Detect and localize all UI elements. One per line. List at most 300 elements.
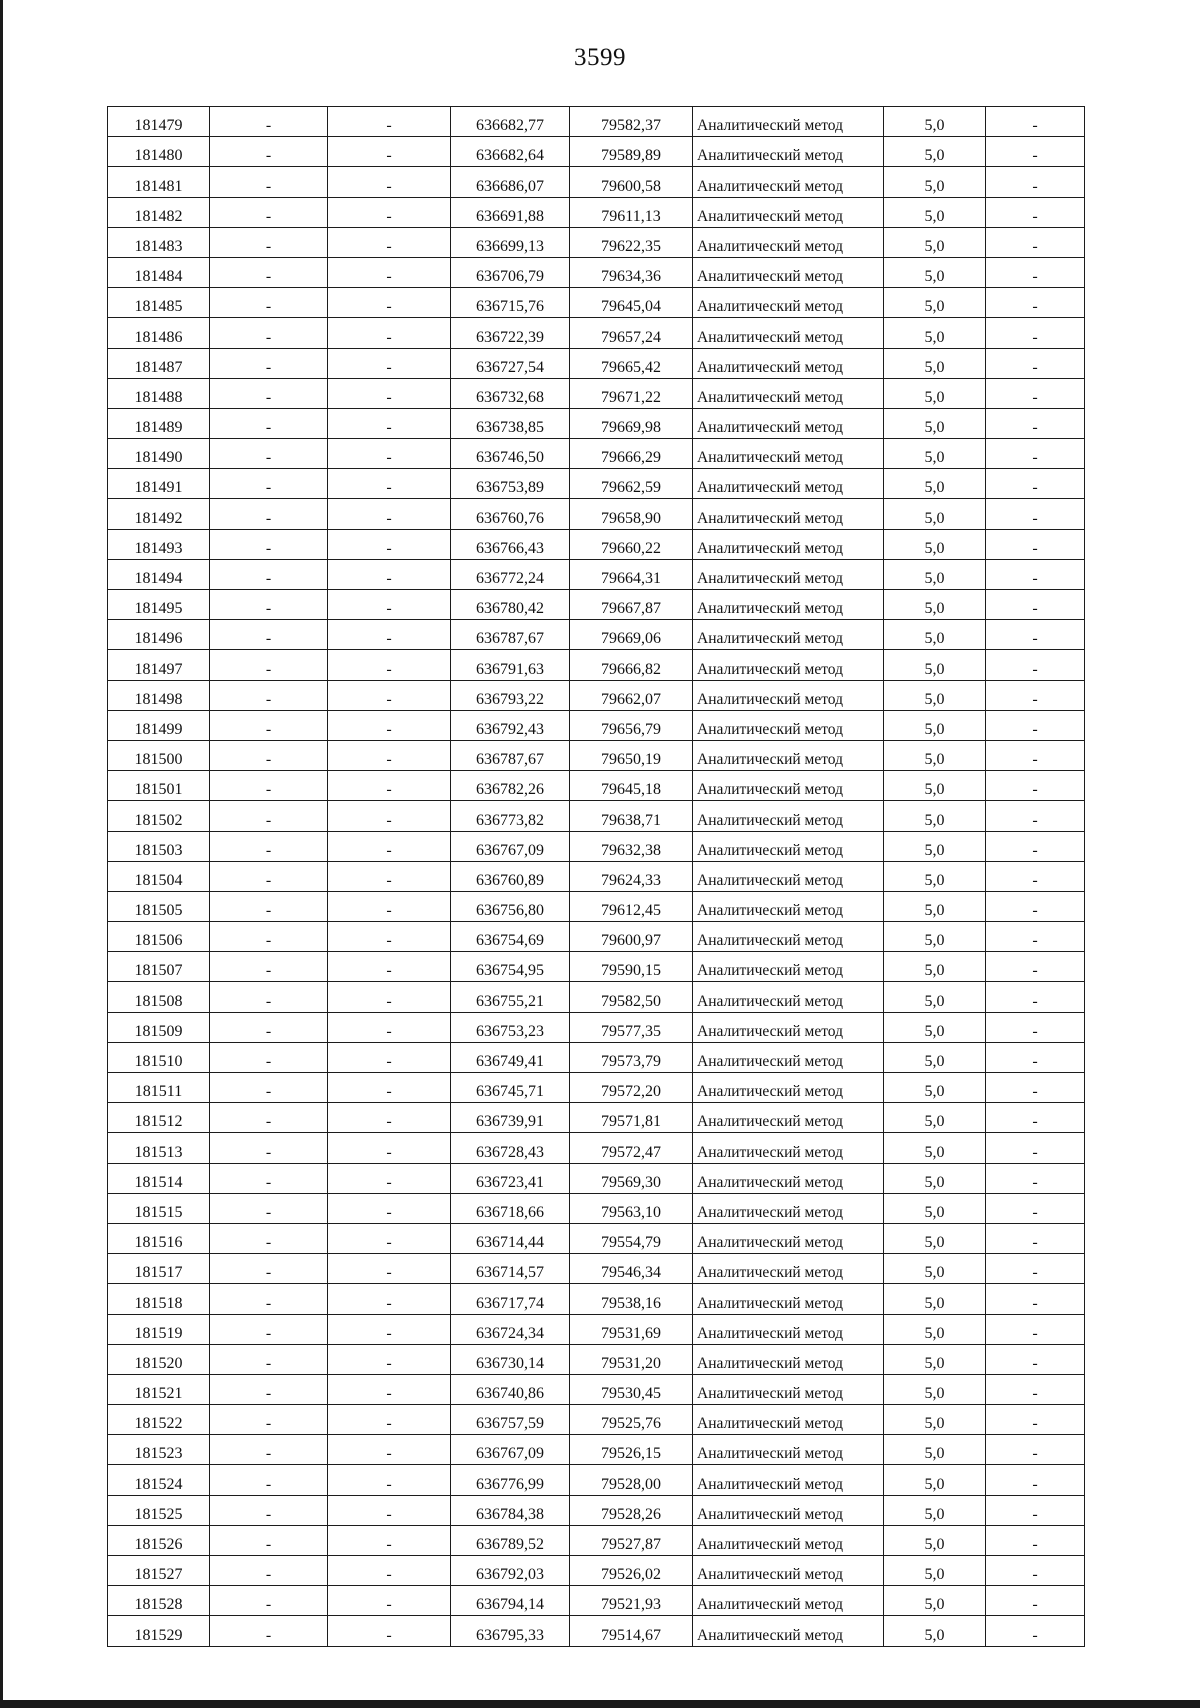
empty-col-3-cell: - xyxy=(328,1586,451,1616)
table-row xyxy=(108,1616,1085,1646)
empty-col-2-cell: - xyxy=(210,1314,328,1344)
accuracy-cell: 5,0 xyxy=(884,1284,986,1314)
coordinate-y-cell: 79664,31 xyxy=(570,559,693,589)
table-row xyxy=(108,227,1085,257)
empty-col-2-cell: - xyxy=(210,1374,328,1404)
coordinate-x-cell: 636760,76 xyxy=(451,499,570,529)
empty-col-2-cell: - xyxy=(210,590,328,620)
coordinate-x-cell: 636730,14 xyxy=(451,1344,570,1374)
point-number-cell: 181489 xyxy=(108,408,210,438)
accuracy-cell: 5,0 xyxy=(884,982,986,1012)
empty-col-2-cell: - xyxy=(210,137,328,167)
accuracy-cell: 5,0 xyxy=(884,1103,986,1133)
accuracy-cell: 5,0 xyxy=(884,1163,986,1193)
method-cell: Аналитический метод xyxy=(693,1465,884,1495)
table-row xyxy=(108,1193,1085,1223)
empty-col-3-cell: - xyxy=(328,1495,451,1525)
method-cell: Аналитический метод xyxy=(693,227,884,257)
accuracy-cell: 5,0 xyxy=(884,680,986,710)
empty-col-8-cell: - xyxy=(986,680,1085,710)
coordinate-y-cell: 79666,82 xyxy=(570,650,693,680)
point-number-cell: 181505 xyxy=(108,891,210,921)
coordinate-x-cell: 636754,95 xyxy=(451,952,570,982)
point-number-cell: 181492 xyxy=(108,499,210,529)
accuracy-cell: 5,0 xyxy=(884,318,986,348)
empty-col-3-cell: - xyxy=(328,1465,451,1495)
table-row xyxy=(108,348,1085,378)
method-cell: Аналитический метод xyxy=(693,1556,884,1586)
empty-col-2-cell: - xyxy=(210,1254,328,1284)
coordinate-x-cell: 636727,54 xyxy=(451,348,570,378)
method-cell: Аналитический метод xyxy=(693,1495,884,1525)
empty-col-2-cell: - xyxy=(210,1344,328,1374)
accuracy-cell: 5,0 xyxy=(884,922,986,952)
coordinate-x-cell: 636746,50 xyxy=(451,439,570,469)
coordinate-x-cell: 636714,57 xyxy=(451,1254,570,1284)
coordinate-y-cell: 79611,13 xyxy=(570,197,693,227)
coordinate-x-cell: 636732,68 xyxy=(451,378,570,408)
point-number-cell: 181510 xyxy=(108,1042,210,1072)
empty-col-3-cell: - xyxy=(328,348,451,378)
empty-col-2-cell: - xyxy=(210,1163,328,1193)
empty-col-8-cell: - xyxy=(986,288,1085,318)
coordinate-x-cell: 636691,88 xyxy=(451,197,570,227)
empty-col-3-cell: - xyxy=(328,1042,451,1072)
table-row xyxy=(108,1223,1085,1253)
coordinate-x-cell: 636760,89 xyxy=(451,861,570,891)
empty-col-2-cell: - xyxy=(210,227,328,257)
coordinate-y-cell: 79528,00 xyxy=(570,1465,693,1495)
empty-col-3-cell: - xyxy=(328,1525,451,1555)
table-row xyxy=(108,1254,1085,1284)
method-cell: Аналитический метод xyxy=(693,771,884,801)
point-number-cell: 181525 xyxy=(108,1495,210,1525)
table-row xyxy=(108,529,1085,559)
accuracy-cell: 5,0 xyxy=(884,288,986,318)
table-row xyxy=(108,1435,1085,1465)
empty-col-2-cell: - xyxy=(210,1133,328,1163)
empty-col-2-cell: - xyxy=(210,1586,328,1616)
accuracy-cell: 5,0 xyxy=(884,1405,986,1435)
empty-col-3-cell: - xyxy=(328,1616,451,1646)
coordinate-y-cell: 79531,20 xyxy=(570,1344,693,1374)
empty-col-8-cell: - xyxy=(986,318,1085,348)
table-row xyxy=(108,831,1085,861)
accuracy-cell: 5,0 xyxy=(884,861,986,891)
coordinate-x-cell: 636789,52 xyxy=(451,1525,570,1555)
accuracy-cell: 5,0 xyxy=(884,740,986,770)
empty-col-3-cell: - xyxy=(328,590,451,620)
coordinate-x-cell: 636754,69 xyxy=(451,922,570,952)
coordinate-x-cell: 636782,26 xyxy=(451,771,570,801)
coordinate-x-cell: 636757,59 xyxy=(451,1405,570,1435)
empty-col-2-cell: - xyxy=(210,1073,328,1103)
empty-col-8-cell: - xyxy=(986,952,1085,982)
method-cell: Аналитический метод xyxy=(693,318,884,348)
method-cell: Аналитический метод xyxy=(693,1586,884,1616)
point-number-cell: 181517 xyxy=(108,1254,210,1284)
empty-col-8-cell: - xyxy=(986,1465,1085,1495)
empty-col-2-cell: - xyxy=(210,1495,328,1525)
coordinate-y-cell: 79582,50 xyxy=(570,982,693,1012)
table-row xyxy=(108,1525,1085,1555)
accuracy-cell: 5,0 xyxy=(884,590,986,620)
point-number-cell: 181508 xyxy=(108,982,210,1012)
accuracy-cell: 5,0 xyxy=(884,197,986,227)
accuracy-cell: 5,0 xyxy=(884,137,986,167)
accuracy-cell: 5,0 xyxy=(884,831,986,861)
empty-col-8-cell: - xyxy=(986,107,1085,137)
coordinate-x-cell: 636753,89 xyxy=(451,469,570,499)
coordinate-x-cell: 636739,91 xyxy=(451,1103,570,1133)
coordinate-y-cell: 79634,36 xyxy=(570,257,693,287)
empty-col-2-cell: - xyxy=(210,801,328,831)
table-row xyxy=(108,801,1085,831)
coordinate-x-cell: 636682,64 xyxy=(451,137,570,167)
point-number-cell: 181509 xyxy=(108,1012,210,1042)
point-number-cell: 181479 xyxy=(108,107,210,137)
point-number-cell: 181511 xyxy=(108,1073,210,1103)
coordinate-y-cell: 79600,97 xyxy=(570,922,693,952)
empty-col-2-cell: - xyxy=(210,529,328,559)
point-number-cell: 181487 xyxy=(108,348,210,378)
empty-col-3-cell: - xyxy=(328,1193,451,1223)
empty-col-8-cell: - xyxy=(986,801,1085,831)
accuracy-cell: 5,0 xyxy=(884,1254,986,1284)
table-row xyxy=(108,1586,1085,1616)
point-number-cell: 181520 xyxy=(108,1344,210,1374)
table-row xyxy=(108,197,1085,227)
empty-col-2-cell: - xyxy=(210,1223,328,1253)
accuracy-cell: 5,0 xyxy=(884,1314,986,1344)
empty-col-2-cell: - xyxy=(210,952,328,982)
empty-col-2-cell: - xyxy=(210,982,328,1012)
accuracy-cell: 5,0 xyxy=(884,1525,986,1555)
empty-col-8-cell: - xyxy=(986,167,1085,197)
coordinate-x-cell: 636795,33 xyxy=(451,1616,570,1646)
point-number-cell: 181486 xyxy=(108,318,210,348)
empty-col-8-cell: - xyxy=(986,408,1085,438)
method-cell: Аналитический метод xyxy=(693,1525,884,1555)
coordinate-x-cell: 636740,86 xyxy=(451,1374,570,1404)
empty-col-2-cell: - xyxy=(210,408,328,438)
point-number-cell: 181515 xyxy=(108,1193,210,1223)
point-number-cell: 181484 xyxy=(108,257,210,287)
empty-col-2-cell: - xyxy=(210,348,328,378)
table-row xyxy=(108,559,1085,589)
point-number-cell: 181493 xyxy=(108,529,210,559)
table-row xyxy=(108,288,1085,318)
coordinate-x-cell: 636714,44 xyxy=(451,1223,570,1253)
method-cell: Аналитический метод xyxy=(693,1616,884,1646)
method-cell: Аналитический метод xyxy=(693,861,884,891)
accuracy-cell: 5,0 xyxy=(884,1465,986,1495)
table-row xyxy=(108,1405,1085,1435)
point-number-cell: 181488 xyxy=(108,378,210,408)
method-cell: Аналитический метод xyxy=(693,1103,884,1133)
coordinate-y-cell: 79660,22 xyxy=(570,529,693,559)
coordinate-x-cell: 636682,77 xyxy=(451,107,570,137)
table-row xyxy=(108,982,1085,1012)
empty-col-8-cell: - xyxy=(986,891,1085,921)
table-row xyxy=(108,1133,1085,1163)
empty-col-8-cell: - xyxy=(986,1586,1085,1616)
method-cell: Аналитический метод xyxy=(693,1223,884,1253)
coordinate-x-cell: 636767,09 xyxy=(451,831,570,861)
table-row xyxy=(108,1495,1085,1525)
method-cell: Аналитический метод xyxy=(693,1374,884,1404)
empty-col-2-cell: - xyxy=(210,1465,328,1495)
table-row xyxy=(108,590,1085,620)
table-row xyxy=(108,107,1085,137)
point-number-cell: 181526 xyxy=(108,1525,210,1555)
accuracy-cell: 5,0 xyxy=(884,1616,986,1646)
empty-col-8-cell: - xyxy=(986,1405,1085,1435)
coordinate-x-cell: 636755,21 xyxy=(451,982,570,1012)
table-row xyxy=(108,1073,1085,1103)
empty-col-2-cell: - xyxy=(210,891,328,921)
method-cell: Аналитический метод xyxy=(693,922,884,952)
coordinate-y-cell: 79650,19 xyxy=(570,740,693,770)
point-number-cell: 181502 xyxy=(108,801,210,831)
coordinate-x-cell: 636767,09 xyxy=(451,1435,570,1465)
empty-col-3-cell: - xyxy=(328,529,451,559)
coordinate-y-cell: 79582,37 xyxy=(570,107,693,137)
coordinate-y-cell: 79669,98 xyxy=(570,408,693,438)
table-row xyxy=(108,952,1085,982)
empty-col-2-cell: - xyxy=(210,1284,328,1314)
table-row xyxy=(108,620,1085,650)
empty-col-3-cell: - xyxy=(328,318,451,348)
coordinate-y-cell: 79572,47 xyxy=(570,1133,693,1163)
coordinate-y-cell: 79525,76 xyxy=(570,1405,693,1435)
table-row xyxy=(108,499,1085,529)
empty-col-3-cell: - xyxy=(328,1284,451,1314)
table-row xyxy=(108,1012,1085,1042)
coordinate-y-cell: 79514,67 xyxy=(570,1616,693,1646)
method-cell: Аналитический метод xyxy=(693,801,884,831)
point-number-cell: 181528 xyxy=(108,1586,210,1616)
method-cell: Аналитический метод xyxy=(693,1344,884,1374)
table-row xyxy=(108,137,1085,167)
empty-col-2-cell: - xyxy=(210,861,328,891)
empty-col-2-cell: - xyxy=(210,831,328,861)
empty-col-8-cell: - xyxy=(986,1223,1085,1253)
empty-col-3-cell: - xyxy=(328,740,451,770)
coordinate-y-cell: 79632,38 xyxy=(570,831,693,861)
point-number-cell: 181498 xyxy=(108,680,210,710)
empty-col-3-cell: - xyxy=(328,1254,451,1284)
coordinate-y-cell: 79665,42 xyxy=(570,348,693,378)
empty-col-3-cell: - xyxy=(328,167,451,197)
coordinate-y-cell: 79531,69 xyxy=(570,1314,693,1344)
point-number-cell: 181519 xyxy=(108,1314,210,1344)
coordinate-y-cell: 79622,35 xyxy=(570,227,693,257)
method-cell: Аналитический метод xyxy=(693,891,884,921)
empty-col-3-cell: - xyxy=(328,891,451,921)
empty-col-2-cell: - xyxy=(210,680,328,710)
accuracy-cell: 5,0 xyxy=(884,107,986,137)
coordinate-x-cell: 636787,67 xyxy=(451,740,570,770)
point-number-cell: 181512 xyxy=(108,1103,210,1133)
scan-edge-bottom xyxy=(0,1700,1200,1708)
empty-col-8-cell: - xyxy=(986,922,1085,952)
empty-col-3-cell: - xyxy=(328,559,451,589)
empty-col-3-cell: - xyxy=(328,227,451,257)
point-number-cell: 181516 xyxy=(108,1223,210,1253)
empty-col-8-cell: - xyxy=(986,650,1085,680)
coordinate-y-cell: 79577,35 xyxy=(570,1012,693,1042)
coordinate-x-cell: 636791,63 xyxy=(451,650,570,680)
point-number-cell: 181523 xyxy=(108,1435,210,1465)
accuracy-cell: 5,0 xyxy=(884,952,986,982)
empty-col-8-cell: - xyxy=(986,559,1085,589)
empty-col-3-cell: - xyxy=(328,469,451,499)
method-cell: Аналитический метод xyxy=(693,439,884,469)
method-cell: Аналитический метод xyxy=(693,348,884,378)
method-cell: Аналитический метод xyxy=(693,1435,884,1465)
empty-col-2-cell: - xyxy=(210,469,328,499)
empty-col-3-cell: - xyxy=(328,1374,451,1404)
accuracy-cell: 5,0 xyxy=(884,771,986,801)
point-number-cell: 181522 xyxy=(108,1405,210,1435)
empty-col-8-cell: - xyxy=(986,1525,1085,1555)
coordinate-y-cell: 79546,34 xyxy=(570,1254,693,1284)
empty-col-3-cell: - xyxy=(328,1344,451,1374)
method-cell: Аналитический метод xyxy=(693,620,884,650)
method-cell: Аналитический метод xyxy=(693,408,884,438)
accuracy-cell: 5,0 xyxy=(884,529,986,559)
accuracy-cell: 5,0 xyxy=(884,891,986,921)
empty-col-8-cell: - xyxy=(986,1103,1085,1133)
point-number-cell: 181507 xyxy=(108,952,210,982)
empty-col-8-cell: - xyxy=(986,620,1085,650)
empty-col-3-cell: - xyxy=(328,378,451,408)
coordinate-x-cell: 636766,43 xyxy=(451,529,570,559)
coordinate-x-cell: 636718,66 xyxy=(451,1193,570,1223)
empty-col-3-cell: - xyxy=(328,1133,451,1163)
point-number-cell: 181491 xyxy=(108,469,210,499)
empty-col-3-cell: - xyxy=(328,952,451,982)
empty-col-3-cell: - xyxy=(328,499,451,529)
accuracy-cell: 5,0 xyxy=(884,499,986,529)
point-number-cell: 181496 xyxy=(108,620,210,650)
accuracy-cell: 5,0 xyxy=(884,559,986,589)
empty-col-8-cell: - xyxy=(986,1193,1085,1223)
method-cell: Аналитический метод xyxy=(693,1073,884,1103)
empty-col-8-cell: - xyxy=(986,1042,1085,1072)
coordinate-x-cell: 636728,43 xyxy=(451,1133,570,1163)
empty-col-3-cell: - xyxy=(328,680,451,710)
method-cell: Аналитический метод xyxy=(693,1042,884,1072)
empty-col-2-cell: - xyxy=(210,1012,328,1042)
coordinate-y-cell: 79600,58 xyxy=(570,167,693,197)
accuracy-cell: 5,0 xyxy=(884,469,986,499)
empty-col-3-cell: - xyxy=(328,288,451,318)
accuracy-cell: 5,0 xyxy=(884,1374,986,1404)
point-number-cell: 181524 xyxy=(108,1465,210,1495)
table-row xyxy=(108,1344,1085,1374)
table-row xyxy=(108,439,1085,469)
method-cell: Аналитический метод xyxy=(693,831,884,861)
empty-col-2-cell: - xyxy=(210,318,328,348)
empty-col-8-cell: - xyxy=(986,137,1085,167)
empty-col-8-cell: - xyxy=(986,1284,1085,1314)
coordinates-table xyxy=(107,106,1085,1647)
empty-col-8-cell: - xyxy=(986,1254,1085,1284)
empty-col-3-cell: - xyxy=(328,1223,451,1253)
coordinate-x-cell: 636776,99 xyxy=(451,1465,570,1495)
empty-col-2-cell: - xyxy=(210,439,328,469)
empty-col-2-cell: - xyxy=(210,1556,328,1586)
coordinate-x-cell: 636773,82 xyxy=(451,801,570,831)
point-number-cell: 181494 xyxy=(108,559,210,589)
method-cell: Аналитический метод xyxy=(693,680,884,710)
empty-col-8-cell: - xyxy=(986,1073,1085,1103)
accuracy-cell: 5,0 xyxy=(884,378,986,408)
coordinate-y-cell: 79526,15 xyxy=(570,1435,693,1465)
empty-col-3-cell: - xyxy=(328,1012,451,1042)
empty-col-3-cell: - xyxy=(328,861,451,891)
accuracy-cell: 5,0 xyxy=(884,1133,986,1163)
empty-col-8-cell: - xyxy=(986,197,1085,227)
empty-col-8-cell: - xyxy=(986,831,1085,861)
method-cell: Аналитический метод xyxy=(693,137,884,167)
accuracy-cell: 5,0 xyxy=(884,257,986,287)
empty-col-2-cell: - xyxy=(210,1525,328,1555)
method-cell: Аналитический метод xyxy=(693,499,884,529)
empty-col-8-cell: - xyxy=(986,1616,1085,1646)
empty-col-8-cell: - xyxy=(986,771,1085,801)
point-number-cell: 181481 xyxy=(108,167,210,197)
point-number-cell: 181521 xyxy=(108,1374,210,1404)
empty-col-8-cell: - xyxy=(986,1012,1085,1042)
empty-col-2-cell: - xyxy=(210,257,328,287)
point-number-cell: 181503 xyxy=(108,831,210,861)
method-cell: Аналитический метод xyxy=(693,650,884,680)
empty-col-2-cell: - xyxy=(210,107,328,137)
coordinate-y-cell: 79612,45 xyxy=(570,891,693,921)
coordinate-y-cell: 79569,30 xyxy=(570,1163,693,1193)
coordinate-y-cell: 79645,04 xyxy=(570,288,693,318)
empty-col-8-cell: - xyxy=(986,1133,1085,1163)
point-number-cell: 181483 xyxy=(108,227,210,257)
table-row xyxy=(108,318,1085,348)
table-row xyxy=(108,1042,1085,1072)
coordinate-y-cell: 79666,29 xyxy=(570,439,693,469)
accuracy-cell: 5,0 xyxy=(884,1193,986,1223)
coordinate-y-cell: 79571,81 xyxy=(570,1103,693,1133)
accuracy-cell: 5,0 xyxy=(884,1042,986,1072)
table-row xyxy=(108,922,1085,952)
empty-col-3-cell: - xyxy=(328,922,451,952)
point-number-cell: 181500 xyxy=(108,740,210,770)
point-number-cell: 181495 xyxy=(108,590,210,620)
point-number-cell: 181506 xyxy=(108,922,210,952)
empty-col-3-cell: - xyxy=(328,1435,451,1465)
empty-col-2-cell: - xyxy=(210,650,328,680)
table-row xyxy=(108,167,1085,197)
accuracy-cell: 5,0 xyxy=(884,1435,986,1465)
method-cell: Аналитический метод xyxy=(693,378,884,408)
method-cell: Аналитический метод xyxy=(693,1193,884,1223)
table-row xyxy=(108,680,1085,710)
coordinate-y-cell: 79667,87 xyxy=(570,590,693,620)
point-number-cell: 181497 xyxy=(108,650,210,680)
coordinate-y-cell: 79527,87 xyxy=(570,1525,693,1555)
empty-col-2-cell: - xyxy=(210,740,328,770)
empty-col-3-cell: - xyxy=(328,650,451,680)
